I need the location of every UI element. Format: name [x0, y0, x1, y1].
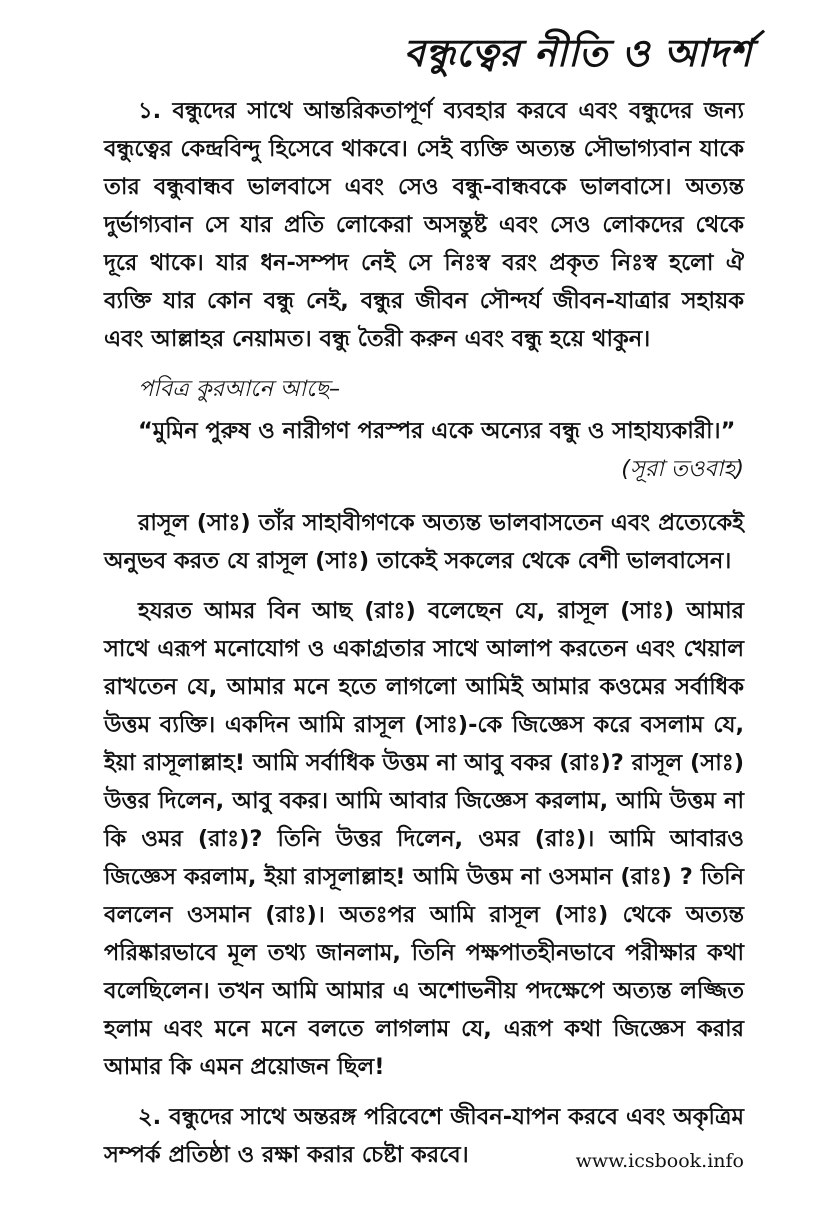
paragraph-2: রাসূল (সাঃ) তাঁর সাহাবীগণকে অত্যন্ত ভালবাসতেন এবং প্রত্যেকেই অনুভব করত যে রাসূল (সাঃ) তাকেই সকলের থেকে বেশী ভালবাসেন।	[104, 510, 744, 574]
paragraph-4: ২. বন্ধুদের সাথে অন্তরঙ্গ পরিবেশে জীবন-যাপন করবে এবং অকৃত্রিম সম্পর্ক প্রতিষ্ঠা ও রক্ষা করার চেষ্টা করবে।	[104, 1104, 744, 1168]
paragraph-1: ১. বন্ধুদের সাথে আন্তরিকতাপূর্ণ ব্যবহার করবে এবং বন্ধুদের জন্য বন্ধুত্বের কেন্দ্রবিন্দু হিসেবে থাকবে। সেই ব্যক্তি অত্যন্ত সৌভাগ্যবান যাকে তার বন্ধুবান্ধব ভালবাসে এবং সেও বন্ধু-বান্ধবকে ভালবাসে। অত্যন্ত দুর্ভাগ্যবান সে যার প্রতি লোকেরা অসন্তুষ্ট এবং সেও লোকদের থেকে দূরে থাকে। যার ধন-সম্পদ নেই সে নিঃস্ব বরং প্রকৃত নিঃস্ব হলো ঐ ব্যক্তি যার কোন বন্ধু নেই, বন্ধুর জীবন সৌন্দর্য জীবন-যাত্রার সহায়ক এবং আল্লাহর নেয়ামত। বন্ধু তৈরী করুন এবং বন্ধু হয়ে থাকুন।	[104, 98, 744, 352]
page-body	[104, 92, 744, 1186]
footer-website: www.icsbook.info	[575, 1150, 744, 1172]
quote-source: (সূরা তওবাহ)	[621, 456, 744, 482]
paragraph-3: হযরত আমর বিন আছ (রাঃ) বলেছেন যে, রাসূল (সাঃ) আমার সাথে এরূপ মনোযোগ ও একাগ্রতার সাথে আলাপ করতেন এবং খেয়াল রাখতেন যে, আমার মনে হতে লাগলো আমিই আমার কওমের সর্বাধিক উত্তম ব্যক্তি। একদিন আমি রাসূল (সাঃ)-কে জিজ্ঞেস করে বসলাম যে, ইয়া রাসূলাল্লাহ! আমি সর্বাধিক উত্তম না আবু বকর (রাঃ)? রাসূল (সাঃ) উত্তর দিলেন, আবু বকর। আমি আবার জিজ্ঞেস করলাম, আমি উত্তম না কি ওমর (রাঃ)? তিনি উত্তর দিলেন, ওমর (রাঃ)। আমি আবারও জিজ্ঞেস করলাম, ইয়া রাসূলাল্লাহ! আমি উত্তম না ওসমান (রাঃ) ? তিনি বললেন ওসমান (রাঃ)। অতঃপর আমি রাসূল (সাঃ) থেকে অত্যন্ত পরিষ্কারভাবে মূল তথ্য জানলাম, তিনি পক্ষপাতহীনভাবে পরীক্ষার কথা বলেছিলেন। তখন আমি আমার এ অশোভনীয় পদক্ষেপে অত্যন্ত লজ্জিত হলাম এবং মনে মনে বলতে লাগলাম যে, এরূপ কথা জিজ্ঞেস করার আমার কি এমন প্রয়োজন ছিল!	[104, 598, 744, 1080]
quran-quote: “মুমিন পুরুষ ও নারীগণ পরস্পর একে অন্যের বন্ধু ও সাহায্যকারী।”	[138, 418, 736, 444]
page-header-title: বন্ধুত্বের নীতি ও আদর্শ	[403, 31, 752, 75]
quote-intro: পবিত্র কুরআনে আছে–	[138, 376, 341, 402]
